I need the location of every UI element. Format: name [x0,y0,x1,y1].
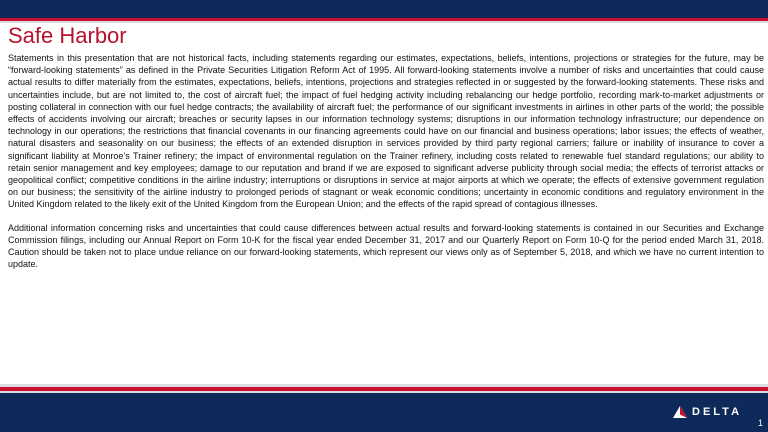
paragraph-forward-looking: Statements in this presentation that are not historical facts, including statements regarding our estimates, expectations, beliefs, intentions, projections or strategies for the future, may be “forward-looking statements” as defined in the Private Securities Litigation Reform Act of 1995. All forward-looking statements involve a number of risks and uncertainties that could cause actual results to differ materially from the estimates, expectations, beliefs, intentions, projections and strategies reflected in or suggested by the forward-looking statements. These risks and uncertainties include, but are not limited to, the cost of aircraft fuel; the impact of fuel hedging activity including rebalancing our hedge portfolio, recording mark-to-market adjustments or posting collateral in connection with our fuel hedge contracts; the availability of aircraft fuel; the performance of our significant investments in airlines in other parts of the world; the possible effects of accidents involving our aircraft; breaches or security lapses in our information technology systems; disruptions in our information technology infrastructure; our dependence on technology in our operations; the restrictions that financial covenants in our financing agreements could have on our financial and business operations; labor issues; the effects of weather, natural disasters and seasonality on our business; the effects of an extended disruption in services provided by third party regional carriers; failure or inability of insurance to cover a significant liability at Monroe’s Trainer refinery; the impact of environmental regulation on the Trainer refinery, including costs related to renewable fuel standard regulations; our ability to retain senior management and key employees; damage to our reputation and brand if we are exposed to significant adverse publicity through social media; the effects of terrorist attacks or geopolitical conflict; competitive conditions in the airline industry; interruptions or disruptions in service at major airports at which we operate; the effects of extensive government regulation on our business; the sensitivity of the airline industry to prolonged periods of stagnant or weak economic conditions; uncertainty in economic conditions and regulatory environment in the United Kingdom related to the likely exit of the United Kingdom from the European Union; and the effects of the rapid spread of contagious illnesses. [8,53,764,210]
delta-wordmark: DELTA [692,406,743,418]
paragraph-additional-info: Additional information concerning risks and uncertainties that could cause differences between actual results and forward-looking statements is contained in our Securities and Exchange Commission filings, including our Annual Report on Form 10-K for the fiscal year ended December 31, 2017 and our Quarterly Report on Form 10-Q for the period ended March 31, 2018. Caution should be taken not to place undue reliance on our forward-looking statements, which represent our views only as of September 5, 2018, and which we have no current intention to update. [8,222,764,270]
header-band [0,0,768,18]
safe-harbor-text [8,52,764,281]
delta-widget-icon [673,406,687,418]
slide-title: Safe Harbor [8,23,127,48]
footer-band [0,393,768,432]
page-number: 1 [758,418,764,428]
delta-logo [673,406,742,418]
